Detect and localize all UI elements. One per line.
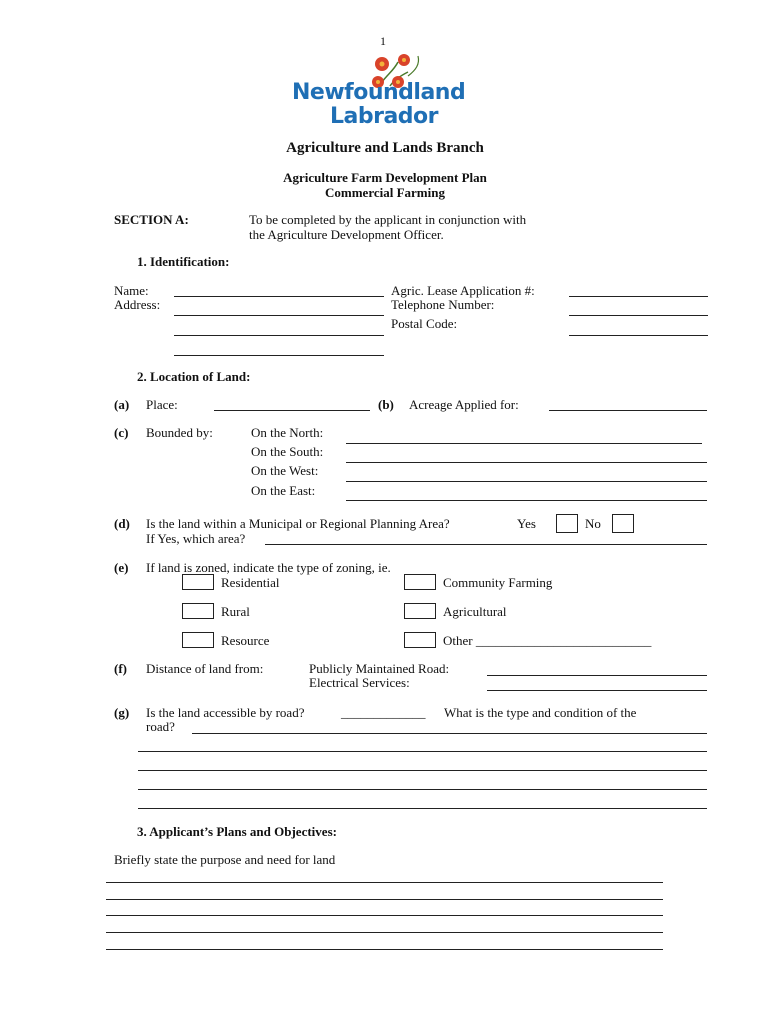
yes-label: Yes [517, 516, 536, 531]
north-field[interactable] [346, 443, 702, 444]
other-checkbox[interactable] [404, 632, 436, 648]
name-field[interactable] [174, 296, 384, 297]
address-field-3[interactable] [174, 355, 384, 356]
acreage-label: Acreage Applied for: [409, 397, 519, 412]
access-question: Is the land accessible by road? [146, 705, 305, 720]
condition-field-3[interactable] [138, 770, 707, 771]
lease-label: Agric. Lease Application #: [391, 283, 535, 298]
postal-field[interactable] [569, 335, 708, 336]
item-g-label: (g) [114, 705, 130, 720]
residential-label: Residential [221, 575, 280, 590]
community-farming-label: Community Farming [443, 575, 553, 590]
section-a-text-1: To be completed by the applicant in conjunction with [249, 212, 527, 227]
postal-label: Postal Code: [391, 316, 458, 331]
condition-field-4[interactable] [138, 789, 707, 790]
if-yes-label: If Yes, which area? [146, 531, 246, 546]
distance-label: Distance of land from: [146, 661, 264, 676]
condition-question: What is the type and condition of the [444, 705, 637, 720]
road-distance-field[interactable] [487, 675, 707, 676]
condition-field-2[interactable] [138, 751, 707, 752]
residential-checkbox[interactable] [182, 574, 214, 590]
south-label: On the South: [251, 444, 324, 459]
plan-subtitle: Commercial Farming [325, 185, 445, 200]
purpose-field-4[interactable] [106, 932, 663, 933]
condition-field-5[interactable] [138, 808, 707, 809]
bounded-label: Bounded by: [146, 425, 213, 440]
electrical-distance-field[interactable] [487, 690, 707, 691]
access-field[interactable]: _____________ [341, 705, 426, 720]
resource-label: Resource [221, 633, 270, 648]
logo-line-1: Newfoundland [292, 80, 466, 105]
identification-heading: 1. Identification: [137, 254, 230, 269]
name-label: Name: [114, 283, 149, 298]
item-c-label: (c) [114, 425, 129, 440]
planning-area-field[interactable] [265, 544, 707, 545]
phone-field[interactable] [569, 315, 708, 316]
planning-question: Is the land within a Municipal or Regional Planning Area? [146, 516, 450, 531]
rural-checkbox[interactable] [182, 603, 214, 619]
logo [288, 52, 480, 132]
condition-field-1[interactable] [192, 733, 707, 734]
purpose-field-5[interactable] [106, 949, 663, 950]
purpose-field-3[interactable] [106, 915, 663, 916]
east-field[interactable] [346, 500, 707, 501]
rural-label: Rural [221, 604, 250, 619]
yes-checkbox[interactable] [556, 514, 578, 533]
place-label: Place: [146, 397, 178, 412]
logo-line-2: Labrador [330, 104, 439, 129]
section-a-label: SECTION A: [114, 212, 189, 227]
west-field[interactable] [346, 481, 707, 482]
north-label: On the North: [251, 425, 324, 440]
item-e-label: (e) [114, 560, 129, 575]
no-checkbox[interactable] [612, 514, 634, 533]
west-label: On the West: [251, 463, 319, 478]
road-label: Publicly Maintained Road: [309, 661, 450, 676]
plans-heading: 3. Applicant’s Plans and Objectives: [137, 824, 337, 839]
zoned-question: If land is zoned, indicate the type of zoning, ie. [146, 560, 391, 575]
item-f-label: (f) [114, 661, 127, 676]
purpose-prompt: Briefly state the purpose and need for land [114, 852, 336, 867]
road-word: road? [146, 719, 175, 734]
purpose-field-2[interactable] [106, 899, 663, 900]
item-a-label: (a) [114, 397, 130, 412]
lease-field[interactable] [569, 296, 708, 297]
phone-label: Telephone Number: [391, 297, 495, 312]
page-number: 1 [380, 34, 386, 48]
community-farming-checkbox[interactable] [404, 574, 436, 590]
branch-title: Agriculture and Lands Branch [286, 140, 484, 156]
electrical-label: Electrical Services: [309, 675, 410, 690]
no-label: No [585, 516, 601, 531]
other-label: Other ___________________________ [443, 633, 652, 648]
plan-title: Agriculture Farm Development Plan [283, 170, 487, 185]
address-field-1[interactable] [174, 315, 384, 316]
item-b-label: (b) [378, 397, 394, 412]
agricultural-label: Agricultural [443, 604, 507, 619]
address-field-2[interactable] [174, 335, 384, 336]
south-field[interactable] [346, 462, 707, 463]
east-label: On the East: [251, 483, 316, 498]
address-label: Address: [114, 297, 161, 312]
place-field[interactable] [214, 410, 370, 411]
resource-checkbox[interactable] [182, 632, 214, 648]
location-heading: 2. Location of Land: [137, 369, 251, 384]
purpose-field-1[interactable] [106, 882, 663, 883]
acreage-field[interactable] [549, 410, 707, 411]
section-a-text-2: the Agriculture Development Officer. [249, 227, 444, 242]
item-d-label: (d) [114, 516, 130, 531]
agricultural-checkbox[interactable] [404, 603, 436, 619]
